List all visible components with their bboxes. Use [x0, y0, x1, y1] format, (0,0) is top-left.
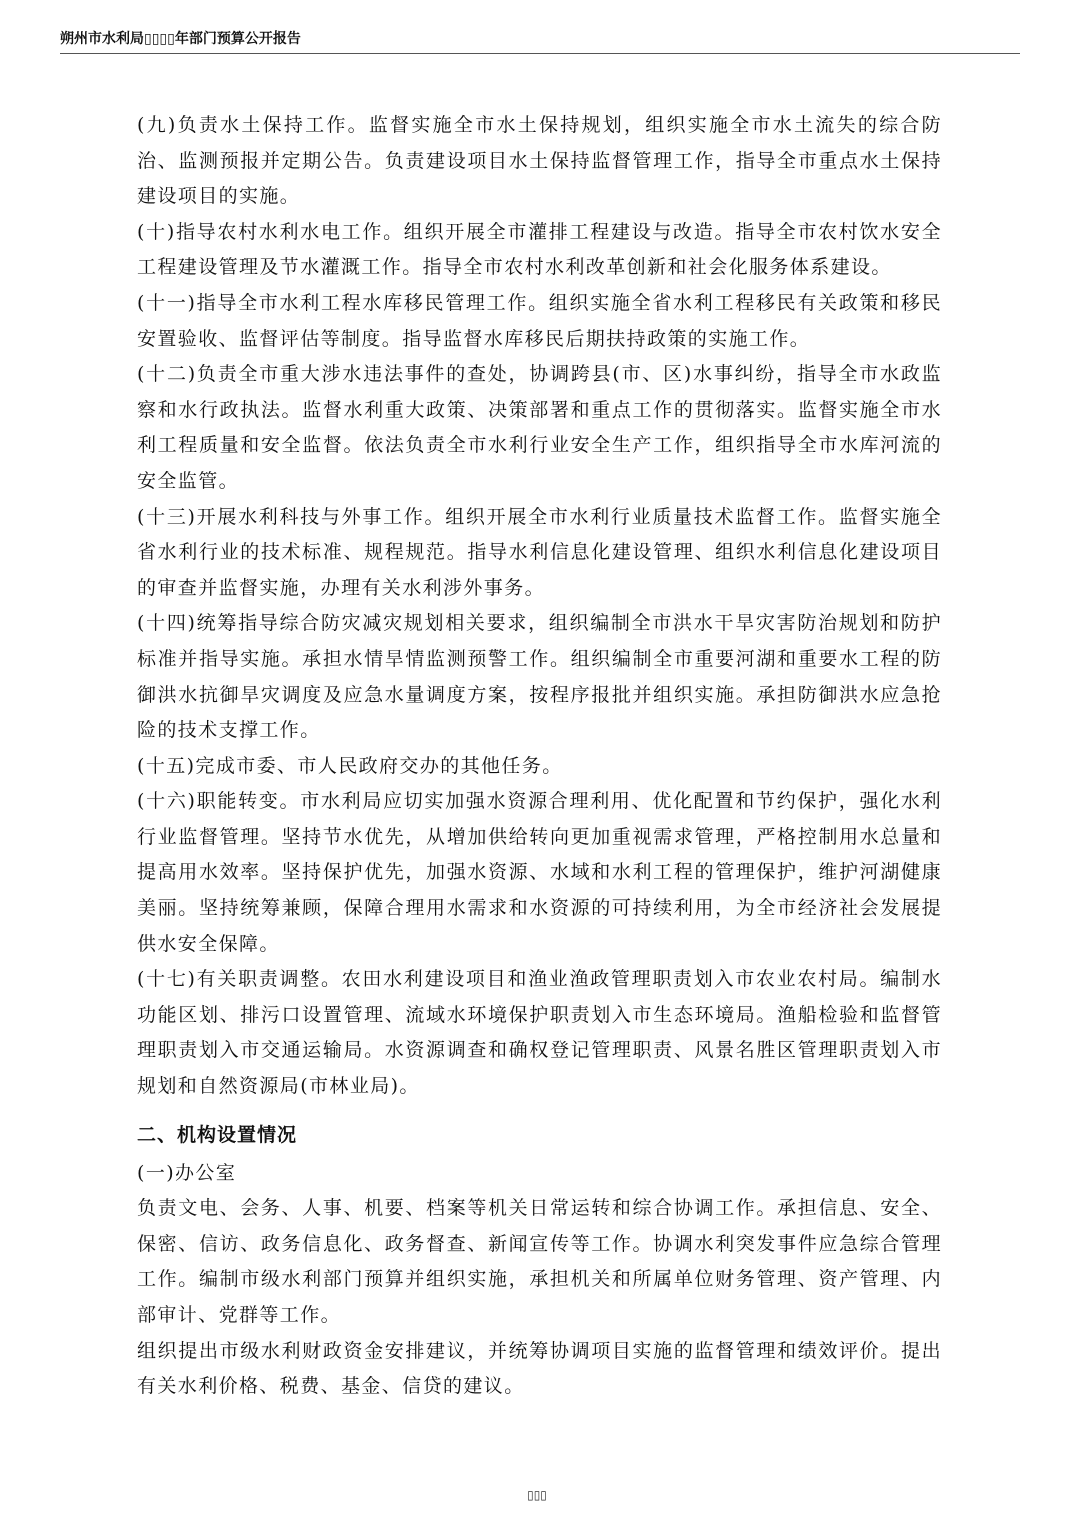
paragraph-duty-13: (十三)开展水利科技与外事工作。组织开展全市水利行业质量技术监督工作。监督实施全省水利行业的技术标准、规程规范。指导水利信息化建设管理、组织水利信息化建设项目的审查并监督实施，办理有关水利涉外事务。: [137, 505, 942, 599]
header-divider: [60, 53, 1020, 54]
page-number: ▯▯▯: [527, 1488, 547, 1502]
paragraph-duty-10: (十)指导农村水利水电工作。组织开展全市灌排工程建设与改造。指导全市农村饮水安全工程建设管理及节水灌溉工作。指导全市农村水利改革创新和社会化服务体系建设。: [137, 220, 942, 279]
paragraph-duty-15: (十五)完成市委、市人民政府交办的其他任务。: [137, 754, 563, 777]
page-header-title: 朔州市水利局▯▯▯▯年部门预算公开报告: [60, 31, 301, 47]
paragraph-office-funding: 组织提出市级水利财政资金安排建议，并统筹协调项目实施的监督管理和绩效评价。提出有关水利价格、税费、基金、信贷的建议。: [137, 1339, 942, 1398]
paragraph-duty-9: (九)负责水土保持工作。监督实施全市水土保持规划，组织实施全市水土流失的综合防治、监测预报并定期公告。负责建设项目水土保持监督管理工作，指导全市重点水土保持建设项目的实施。: [137, 114, 942, 208]
subsection-title-office: (一)办公室: [137, 1161, 237, 1184]
paragraph-duty-16: (十六)职能转变。市水利局应切实加强水资源合理利用、优化配置和节约保护，强化水利行业监督管理。坚持节水优先，从增加供给转向更加重视需求管理，严格控制用水总量和提高用水效率。坚持保护优先，加强水资源、水域和水利工程的管理保护，维护河湖健康美丽。坚持统筹兼顾，保障合理用水需求和水资源的可持续利用，为全市经济社会发展提供水安全保障。: [137, 790, 942, 955]
section-heading-organization: 二、机构设置情况: [137, 1123, 298, 1146]
paragraph-duty-12: (十二)负责全市重大涉水违法事件的查处，协调跨县(市、区)水事纠纷，指导全市水政监察和水行政执法。监督水利重大政策、决策部署和重点工作的贯彻落实。监督实施全市水利工程质量和安全监督。依法负责全市水利行业安全生产工作，组织指导全市水库河流的安全监管。: [137, 363, 942, 492]
paragraph-duty-14: (十四)统筹指导综合防灾减灾规划相关要求，组织编制全市洪水干旱灾害防治规划和防护标准并指导实施。承担水情旱情监测预警工作。组织编制全市重要河湖和重要水工程的防御洪水抗御旱灾调度及应急水量调度方案，按程序报批并组织实施。承担防御洪水应急抢险的技术支撑工作。: [137, 612, 942, 742]
paragraph-duty-11: (十一)指导全市水利工程水库移民管理工作。组织实施全省水利工程移民有关政策和移民安置验收、监督评估等制度。指导监督水库移民后期扶持政策的实施工作。: [137, 291, 942, 350]
paragraph-duty-17: (十七)有关职责调整。农田水利建设项目和渔业渔政管理职责划入市农业农村局。编制水功能区划、排污口设置管理、流域水环境保护职责划入市生态环境局。渔船检验和监督管理职责划入市交通运输局。水资源调查和确权登记管理职责、风景名胜区管理职责划入市规划和自然资源局(市林业局)。: [137, 968, 942, 1098]
main-content: [137, 108, 942, 1405]
paragraph-office-duties: 负责文电、会务、人事、机要、档案等机关日常运转和综合协调工作。承担信息、安全、保密、信访、政务信息化、政务督查、新闻宣传等工作。协调水利突发事件应急综合管理工作。编制市级水利部门预算并组织实施，承担机关和所属单位财务管理、资产管理、内部审计、党群等工作。: [137, 1197, 942, 1326]
